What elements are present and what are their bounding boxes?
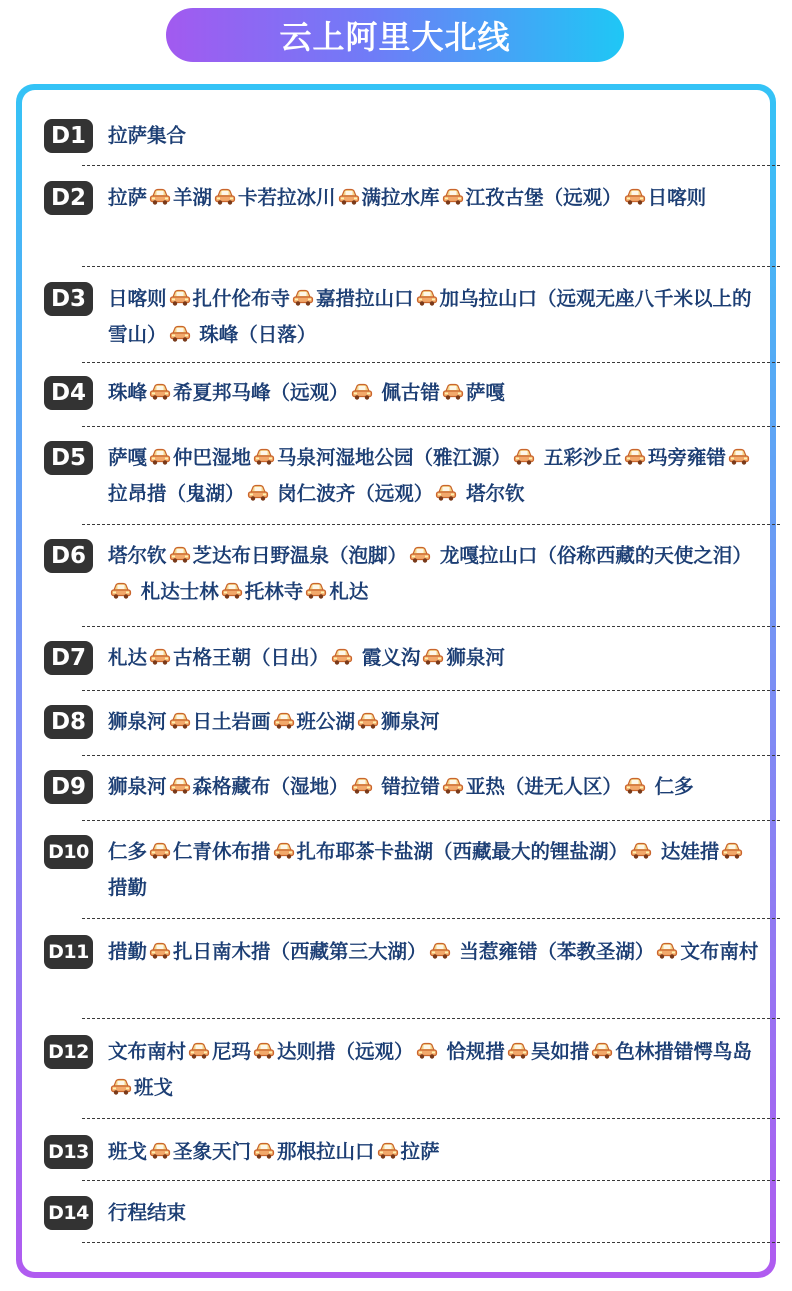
route-stop: 亚热（进无人区） xyxy=(465,775,622,798)
route-stop: 行程结束 xyxy=(108,1201,187,1224)
day-badge: D14 xyxy=(44,1196,93,1230)
day-badge: D11 xyxy=(44,935,93,969)
car-icon xyxy=(351,383,373,401)
route-stop: 恰规措 xyxy=(439,1040,505,1063)
car-icon xyxy=(338,188,360,206)
page-title: 云上阿里大北线 xyxy=(166,8,624,62)
day-badge: D13 xyxy=(44,1135,93,1169)
row-divider xyxy=(82,1018,780,1019)
route-stop: 文布南村 xyxy=(108,1040,187,1063)
route-stop: 森格藏布（湿地） xyxy=(192,775,349,798)
car-icon xyxy=(149,1142,171,1160)
car-icon xyxy=(214,188,236,206)
route-stop: 芝达布日野温泉（泡脚） xyxy=(192,544,408,567)
route-stop: 萨嘎 xyxy=(465,381,505,404)
car-icon xyxy=(422,648,444,666)
route-stop: 仁多 xyxy=(108,840,148,863)
row-divider xyxy=(82,426,780,427)
car-icon xyxy=(273,712,295,730)
car-icon xyxy=(357,712,379,730)
route-stop: 仁青休布措 xyxy=(173,840,271,863)
car-icon xyxy=(253,1042,275,1060)
day-route-text xyxy=(108,538,762,610)
route-stop: 班公湖 xyxy=(296,710,356,733)
row-divider xyxy=(82,165,780,166)
car-icon xyxy=(169,289,191,307)
route-stop: 佩古错 xyxy=(374,381,440,404)
day-route-text xyxy=(108,704,762,740)
route-stop: 羊湖 xyxy=(173,186,213,209)
route-stop: 珠峰（日落） xyxy=(192,323,317,346)
route-stop: 仲巴湿地 xyxy=(173,446,252,469)
route-stop: 江孜古堡（远观） xyxy=(465,186,622,209)
car-icon xyxy=(292,289,314,307)
car-icon xyxy=(624,448,646,466)
car-icon xyxy=(630,842,652,860)
day-badge: D12 xyxy=(44,1035,93,1069)
car-icon xyxy=(149,842,171,860)
route-stop: 玛旁雍错 xyxy=(647,446,726,469)
day-badge: D4 xyxy=(44,376,93,410)
route-stop: 札达 xyxy=(329,580,369,603)
day-badge: D10 xyxy=(44,835,93,869)
car-icon xyxy=(169,546,191,564)
row-divider xyxy=(82,524,780,525)
row-divider xyxy=(82,918,780,919)
day-route-text xyxy=(108,769,762,805)
route-stop: 卡若拉冰川 xyxy=(238,186,336,209)
route-stop: 达娃措 xyxy=(654,840,720,863)
route-stop: 班戈 xyxy=(134,1076,174,1099)
route-stop: 拉昂措（鬼湖） xyxy=(108,482,245,505)
car-icon xyxy=(253,448,275,466)
day-badge: D6 xyxy=(44,539,93,573)
car-icon xyxy=(188,1042,210,1060)
day-route-text xyxy=(108,934,762,970)
route-stop: 古格王朝（日出） xyxy=(173,646,330,669)
car-icon xyxy=(416,289,438,307)
route-stop: 马泉河湿地公园（雅江源） xyxy=(277,446,512,469)
car-icon xyxy=(247,484,269,502)
car-icon xyxy=(305,582,327,600)
route-stop: 萨嘎 xyxy=(108,446,148,469)
day-route-text xyxy=(108,375,762,411)
car-icon xyxy=(149,648,171,666)
day-badge: D2 xyxy=(44,181,93,215)
car-icon xyxy=(624,188,646,206)
day-route-text xyxy=(108,1034,762,1106)
car-icon xyxy=(507,1042,529,1060)
route-stop: 狮泉河 xyxy=(108,775,167,798)
route-stop: 加乌拉山口（远观无座八千米以上的雪山） xyxy=(108,287,752,346)
day-badge: D1 xyxy=(44,119,93,153)
route-stop: 嘉措拉山口 xyxy=(316,287,414,310)
route-stop: 错拉错 xyxy=(374,775,440,798)
day-badge: D8 xyxy=(44,705,93,739)
day-badge: D7 xyxy=(44,641,93,675)
row-divider xyxy=(82,1118,780,1119)
route-stop: 塔尔钦 xyxy=(108,544,167,567)
car-icon xyxy=(435,484,457,502)
day-route-text xyxy=(108,440,762,512)
row-divider xyxy=(82,362,780,363)
car-icon xyxy=(331,648,353,666)
car-icon xyxy=(273,842,295,860)
row-divider xyxy=(82,690,780,691)
route-stop: 拉萨集合 xyxy=(108,124,187,147)
route-stop: 日土岩画 xyxy=(192,710,271,733)
car-icon xyxy=(416,1042,438,1060)
car-icon xyxy=(513,448,535,466)
route-stop: 塔尔钦 xyxy=(459,482,525,505)
row-divider xyxy=(82,266,780,267)
day-badge: D3 xyxy=(44,282,93,316)
route-stop: 扎什伦布寺 xyxy=(192,287,291,310)
day-route-text xyxy=(108,281,762,353)
route-stop: 圣象天门 xyxy=(173,1140,252,1163)
route-stop: 达则措（远观） xyxy=(277,1040,414,1063)
route-stop: 岗仁波齐（远观） xyxy=(270,482,434,505)
day-route-text xyxy=(108,180,762,216)
row-divider xyxy=(82,1242,780,1243)
day-route-text xyxy=(108,1134,762,1170)
route-stop: 珠峰 xyxy=(108,381,148,404)
day-route-text xyxy=(108,640,762,676)
route-stop: 希夏邦马峰（远观） xyxy=(173,381,349,404)
route-stop: 拉萨 xyxy=(108,186,148,209)
day-route-text xyxy=(108,118,762,154)
day-route-text xyxy=(108,834,762,906)
itinerary-panel xyxy=(22,90,770,1272)
car-icon xyxy=(442,777,464,795)
route-stop: 吴如措 xyxy=(530,1040,590,1063)
car-icon xyxy=(442,188,464,206)
car-icon xyxy=(721,842,743,860)
day-badge: D9 xyxy=(44,770,93,804)
car-icon xyxy=(169,777,191,795)
car-icon xyxy=(221,582,243,600)
route-stop: 龙嘎拉山口（俗称西藏的天使之泪） xyxy=(433,544,752,567)
car-icon xyxy=(377,1142,399,1160)
route-stop: 霞义沟 xyxy=(355,646,421,669)
route-stop: 班戈 xyxy=(108,1140,148,1163)
row-divider xyxy=(82,1180,780,1181)
route-stop: 扎布耶茶卡盐湖（西藏最大的锂盐湖） xyxy=(296,840,629,863)
route-stop: 满拉水库 xyxy=(361,186,440,209)
car-icon xyxy=(624,777,646,795)
car-icon xyxy=(149,448,171,466)
car-icon xyxy=(149,942,171,960)
route-stop: 措勤 xyxy=(108,876,148,899)
route-stop: 那根拉山口 xyxy=(277,1140,375,1163)
route-stop: 仁多 xyxy=(647,775,694,798)
car-icon xyxy=(728,448,750,466)
day-badge: D5 xyxy=(44,441,93,475)
row-divider xyxy=(82,820,780,821)
row-divider xyxy=(82,755,780,756)
route-stop: 措勤 xyxy=(108,940,148,963)
car-icon xyxy=(351,777,373,795)
route-stop: 色林措错愕鸟岛 xyxy=(615,1040,752,1063)
row-divider xyxy=(82,626,780,627)
route-stop: 当惹雍错（苯教圣湖） xyxy=(452,940,655,963)
route-stop: 日喀则 xyxy=(647,186,707,209)
route-stop: 狮泉河 xyxy=(108,710,167,733)
route-stop: 日喀则 xyxy=(108,287,167,310)
car-icon xyxy=(110,1078,132,1096)
car-icon xyxy=(149,383,171,401)
route-stop: 扎日南木措（西藏第三大湖） xyxy=(173,940,427,963)
car-icon xyxy=(656,942,678,960)
itinerary-frame xyxy=(16,84,776,1278)
route-stop: 札达士林 xyxy=(134,580,219,603)
car-icon xyxy=(429,942,451,960)
route-stop: 狮泉河 xyxy=(446,646,505,669)
route-stop: 札达 xyxy=(108,646,148,669)
car-icon xyxy=(149,188,171,206)
car-icon xyxy=(253,1142,275,1160)
route-stop: 尼玛 xyxy=(212,1040,252,1063)
day-route-text xyxy=(108,1195,762,1231)
car-icon xyxy=(110,582,132,600)
route-stop: 拉萨 xyxy=(400,1140,440,1163)
car-icon xyxy=(591,1042,613,1060)
route-stop: 五彩沙丘 xyxy=(537,446,622,469)
route-stop: 狮泉河 xyxy=(381,710,440,733)
car-icon xyxy=(409,546,431,564)
car-icon xyxy=(442,383,464,401)
route-stop: 托林寺 xyxy=(244,580,304,603)
car-icon xyxy=(169,325,191,343)
route-stop: 文布南村 xyxy=(680,940,759,963)
car-icon xyxy=(169,712,191,730)
